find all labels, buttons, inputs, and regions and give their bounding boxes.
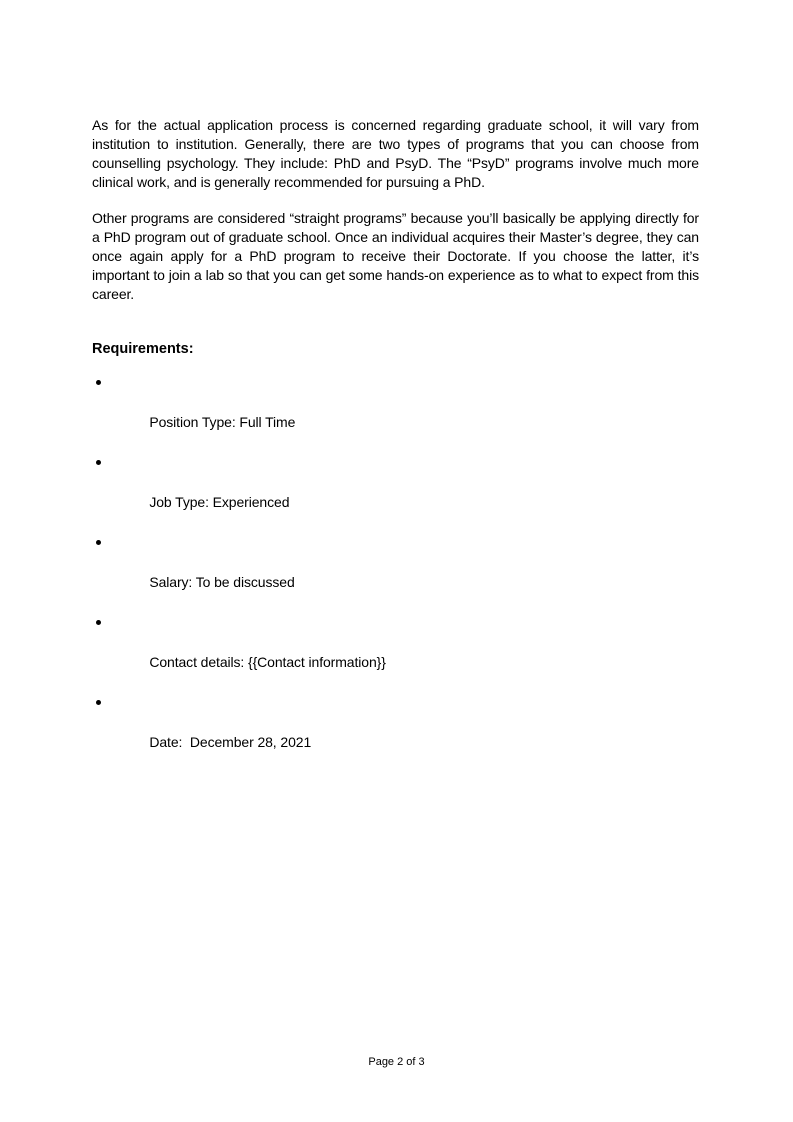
bullet-icon bbox=[96, 460, 101, 465]
list-item-date bbox=[92, 692, 699, 772]
list-item-salary bbox=[92, 532, 699, 612]
requirements-list bbox=[92, 372, 699, 772]
list-item-contact-details bbox=[92, 612, 699, 692]
page-number-footer: Page 2 of 3 bbox=[368, 1056, 425, 1068]
list-item-position-type bbox=[92, 372, 699, 452]
bullet-icon bbox=[96, 700, 101, 705]
paragraph-application-process: As for the actual application process is concerned regarding graduate school, it will vary from institution to institution. Generally, there are two types of programs that you can choose from counselling psychology. They include: PhD and PsyD. The “PsyD” programs involve much more clinical work, and is generally recommended for pursuing a PhD. bbox=[92, 117, 699, 190]
list-item-text: Position Type: Full Time bbox=[149, 414, 296, 430]
list-item-text: Salary: To be discussed bbox=[149, 574, 295, 590]
document-body bbox=[92, 116, 699, 772]
paragraph-other-programs: Other programs are considered “straight programs” because you’ll basically be applying directly for a PhD program out of graduate school. Once an individual acquires their Master’s degree, they can once again apply for a PhD program to receive their Doctorate. If you choose the latter, it’s important to join a lab so that you can get some hands-on experience as to what to expect from this career. bbox=[92, 210, 699, 302]
list-item-text: Date: December 28, 2021 bbox=[149, 734, 312, 750]
list-item-text: Job Type: Experienced bbox=[149, 494, 290, 510]
list-item-job-type bbox=[92, 452, 699, 532]
bullet-icon bbox=[96, 620, 101, 625]
requirements-heading: Requirements: bbox=[92, 341, 194, 357]
bullet-icon bbox=[96, 380, 101, 385]
bullet-icon bbox=[96, 540, 101, 545]
list-item-text: Contact details: {{Contact information}} bbox=[149, 654, 386, 670]
